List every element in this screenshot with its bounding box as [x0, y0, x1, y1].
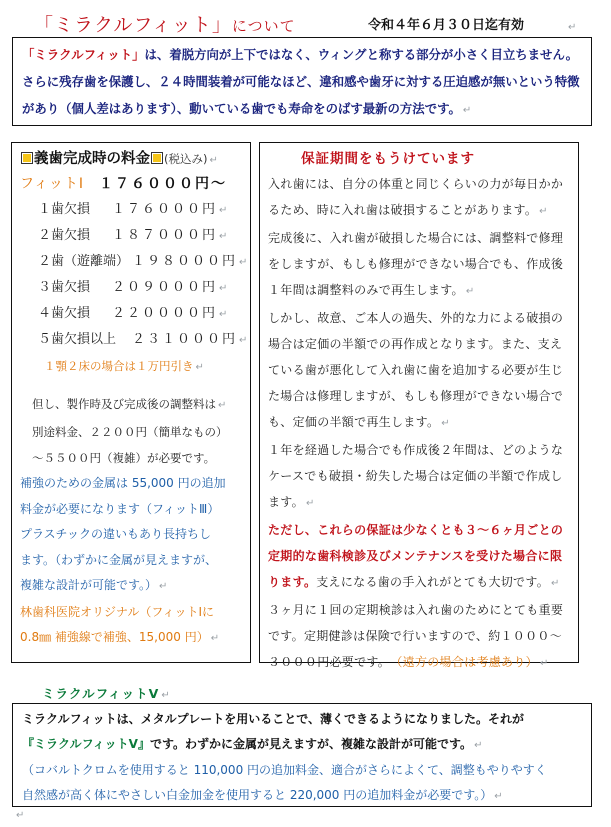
- warranty-paragraph-5: ただし、これらの保証は少なくとも３〜６ヶ月ごとの定期的な歯科検診及びメンテナンスを受けた場合に限ります。支えになる歯の手入れがとても大切です。 ↵: [268, 523, 564, 589]
- miracle-v-heading: ミラクルフィットⅤ ↵: [42, 686, 171, 701]
- price-row: ５歯欠損以上 ２３１０００円 ↵: [38, 332, 248, 347]
- metal-note-5: 複雑な設計が可能です。） ↵: [20, 578, 168, 592]
- miracle-v-box: [12, 703, 592, 807]
- paragraph-mark: ↵: [568, 22, 577, 33]
- tax-note: (税込み): [164, 152, 208, 166]
- price-row: ２歯（遊離端） １９８０００円 ↵: [38, 254, 248, 269]
- adjust-note-1: 但し、製作時及び完成後の調整料は ↵: [32, 397, 227, 411]
- miracle-v-name: 『ミラクルフィットⅤ』: [22, 737, 150, 751]
- original-note-1: 林歯科医院オリジナル（フィットⅠに: [20, 604, 214, 619]
- miracle-v-line-4: 自然感が高く体にやさしい白金加金を使用すると 220,000 円の追加料金が必要です。） ↵: [22, 788, 503, 802]
- warranty-paragraph-2: 完成後に、入れ歯が破損した場合には、調整料で修理をしますが、もしも修理ができない場合でも、作成後１年間は調整料のみで再生します。 ↵: [268, 231, 564, 297]
- original-note-2: 0.8㎜ 補強線で補強、15,000 円） ↵: [20, 630, 220, 644]
- miracle-v-line-2: 『ミラクルフィットⅤ』です。わずかに金属が見えますが、複雑な設計が可能です。 ↵: [22, 737, 483, 751]
- intro-body: は、着脱方向が上下ではなく、ウィングと称する部分が小さく目立ちません。さらに残存歯を保護し、２４時間装着が可能なほど、違和感や歯牙に対する圧迫感が無いという特徴があり（個人差はあります）、動いている歯でも寿命をのばす最新の方法です。: [22, 47, 580, 116]
- price-row: ４歯欠損 ２２００００円 ↵: [38, 306, 228, 321]
- fit1-price: フィットⅠ １７６０００円〜: [20, 176, 228, 192]
- warranty-paragraph-1: 入れ歯には、自分の体重と同じくらいの力が毎日かかるため、時に入れ歯は破損することがあります。 ↵: [268, 177, 564, 217]
- adjust-note-3: 〜５５００円（複雑）が必要です。: [32, 451, 216, 465]
- miracle-v-line-3: （コバルトクロムを使用すると 110,000 円の追加料金、適合がさらによくて、調整もやりやすく: [22, 763, 547, 777]
- distance-note: （遠方の場合は考慮あり）: [396, 655, 538, 669]
- intro-text: 「ミラクルフィット」は、着脱方向が上下ではなく、ウィングと称する部分が小さく目立ちません。さらに残存歯を保護し、２４時間装着が可能なほど、違和感や歯牙に対する圧迫感が無いという特徴があり（個人差はあります）、動いている歯でも寿命をのばす最新の方法です。 ↵: [22, 47, 580, 116]
- two-jaw-note: １顎２床の場合は１万円引き ↵: [44, 359, 204, 373]
- warranty-heading: 保証期間をもうけています: [301, 151, 475, 167]
- warranty-paragraph-3: しかし、故意、ご本人の過失、外的な力による破損の場合は定価の半額での再作成となります。また、支えている歯が悪化して入れ歯に歯を追加する必要が生じた場合は修理しますが、もしも修理ができない場合でも、定価の半額で再生します。 ↵: [268, 311, 564, 429]
- metal-note-1: 補強のための金属は 55,000 円の追加: [20, 476, 226, 490]
- miracle-v-line-1: ミラクルフィットは、メタルプレートを用いることで、薄くできるようになりました。それが: [22, 712, 524, 726]
- price-row: ２歯欠損 １８７０００円 ↵: [38, 228, 228, 243]
- adjust-note-2: 別途料金、２２００円（簡単なもの）: [32, 425, 228, 439]
- page-title: [34, 10, 296, 37]
- warranty-paragraph-4: １年を経過した場合でも作成後２年間は、どのようなケースでも破損・紛失した場合は定価の半額で作成します。 ↵: [268, 443, 564, 509]
- warranty-paragraph-6: ３ヶ月に１回の定期検診は入れ歯のためにとても重要です。定期健診は保険で行いますので、約１０００〜３０００円必要です。 （遠方の場合は考慮あり） ↵: [268, 603, 564, 669]
- heading-bullet-icon: [21, 152, 33, 164]
- paragraph-mark: ↵: [16, 810, 25, 821]
- metal-note-2: 料金が必要になります（フィットⅢ）: [20, 501, 220, 516]
- price-row: ３歯欠損 ２０９０００円 ↵: [38, 280, 228, 295]
- price-row: １歯欠損 １７６０００円 ↵: [38, 202, 228, 217]
- price-box: [11, 142, 251, 663]
- warranty-box: [259, 142, 579, 669]
- price-heading: 義歯完成時の料金 (税込み) ↵: [20, 147, 250, 171]
- intro-product-name: 「ミラクルフィット」: [22, 47, 145, 62]
- validity-date: 令和４年６月３０日迄有効: [368, 18, 525, 33]
- metal-note-3: プラスチックの違いもあり長持ちし: [20, 527, 212, 541]
- heading-bullet-icon: [151, 152, 163, 164]
- title-product-name: 「ミラクルフィット」: [34, 14, 232, 36]
- intro-box: [12, 37, 592, 126]
- metal-note-4: ます。（わずかに金属が見えますが、: [20, 552, 218, 567]
- warranty-condition: ただし、これらの保証は少なくとも３〜６ヶ月ごとの定期的な歯科検診及びメンテナンスを受けた場合に限ります。: [268, 523, 564, 589]
- title-suffix: について: [231, 17, 296, 35]
